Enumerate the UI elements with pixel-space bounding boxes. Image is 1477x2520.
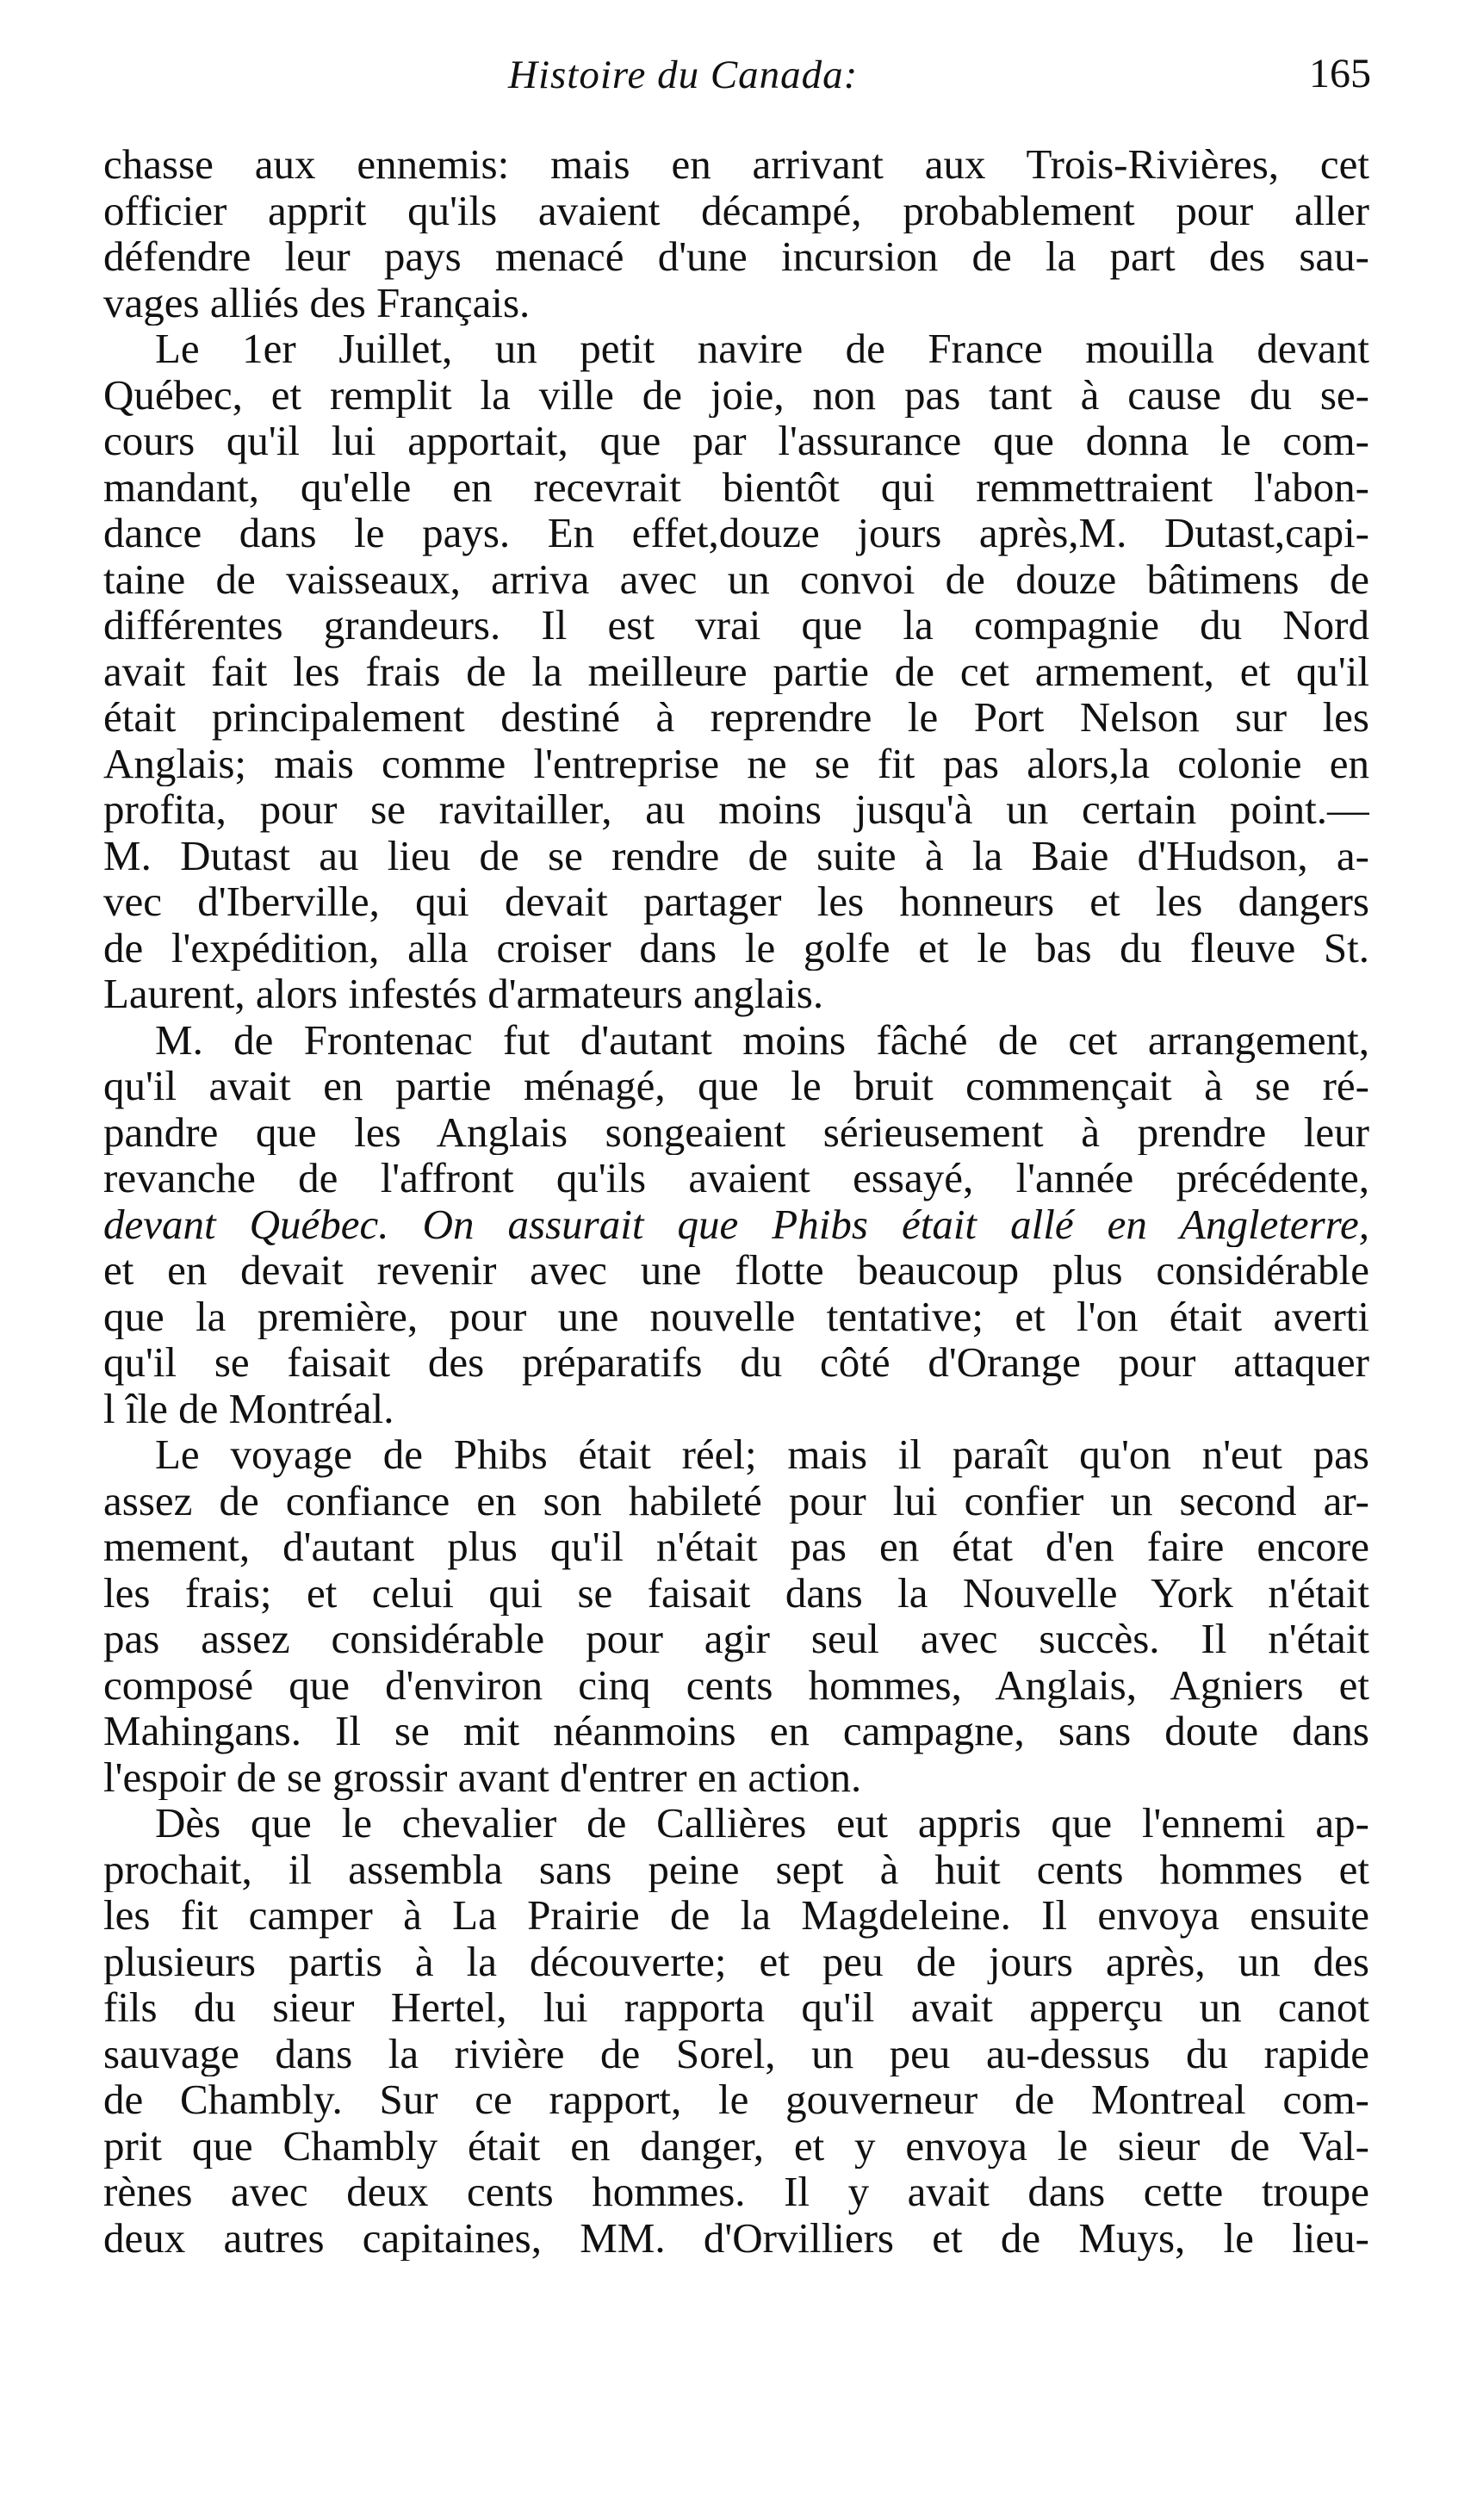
text-line: profita, pour se ravitailler, au moins jusqu'à un certain point.— [103,786,1369,833]
text-line: et en devait revenir avec une flotte beaucoup plus considérable [103,1247,1369,1294]
text-line: était principalement destiné à reprendre le Port Nelson sur les [103,694,1369,741]
text-line: fils du sieur Hertel, lui rapporta qu'il avait apperçu un canot [103,1984,1369,2031]
text-line: officier apprit qu'ils avaient décampé, probablement pour aller [103,187,1369,233]
text-line: Le 1er Juillet, un petit navire de France mouilla devant [155,326,1369,372]
text-line: avait fait les frais de la meilleure partie de cet armement, et qu'il [103,648,1369,694]
text-line: M. Dutast au lieu de se rendre de suite à la Baie d'Hudson, a- [103,832,1369,878]
text-line: vages alliés des Français. [103,279,531,326]
text-line: chasse aux ennemis: mais en arrivant aux Trois-Rivières, cet [103,141,1369,188]
page-number: 165 [1309,51,1371,96]
text-line: devant Québec. On assurait que Phibs était allé en Angleterre, [103,1201,1369,1247]
text-line: taine de vaisseaux, arriva avec un convoi de douze bâtimens de [103,556,1369,602]
text-line: plusieurs partis à la découverte; et peu de jours après, un des [103,1938,1369,1984]
text-line: Le voyage de Phibs était réel; mais il paraît qu'on n'eut pas [155,1431,1369,1478]
text-line: assez de confiance en son habileté pour lui confier un second ar- [103,1477,1369,1524]
running-title: Histoire du Canada: [508,53,859,97]
text-line: différentes grandeurs. Il est vrai que la compagnie du Nord [103,602,1369,649]
text-line: qu'il avait en partie ménagé, que le bruit commençait à se ré- [103,1063,1369,1109]
text-line: prit que Chambly était en danger, et y envoya le sieur de Val- [103,2122,1369,2169]
text-line: Laurent, alors infestés d'armateurs anglais. [103,971,824,1017]
text-line: les fit camper à La Prairie de la Magdeleine. Il envoya ensuite [103,1892,1369,1939]
page-header [0,52,1477,121]
text-line: composé que d'environ cinq cents hommes, Anglais, Agniers et [103,1661,1369,1708]
text-line: Anglais; mais comme l'entreprise ne se fit pas alors,la colonie en [103,740,1369,786]
text-line: de Chambly. Sur ce rapport, le gouverneur de Montreal com- [103,2076,1369,2123]
text-line: qu'il se faisait des préparatifs du côté d'Orange pour attaquer [103,1339,1369,1386]
text-line: que la première, pour une nouvelle tentative; et l'on était averti [103,1293,1369,1339]
text-line: l île de Montréal. [103,1385,394,1431]
text-line: deux autres capitaines, MM. d'Orvilliers et de Muys, le lieu- [103,2214,1369,2261]
text-line: Dès que le chevalier de Callières eut appris que l'ennemi ap- [155,1800,1369,1847]
text-line: sauvage dans la rivière de Sorel, un peu au-dessus du rapide [103,2030,1369,2076]
text-line: revanche de l'affront qu'ils avaient essayé, l'année précédente, [103,1155,1369,1201]
text-line: défendre leur pays menacé d'une incursion de la part des sau- [103,233,1369,280]
text-line: mement, d'autant plus qu'il n'était pas en état d'en faire encore [103,1524,1369,1570]
text-line: l'espoir de se grossir avant d'entrer en action. [103,1753,862,1800]
text-line: Québec, et remplit la ville de joie, non pas tant à cause du se- [103,371,1369,418]
text-line: mandant, qu'elle en recevrait bientôt qui remmettraient l'abon- [103,463,1369,510]
text-line: dance dans le pays. En effet,douze jours après,M. Dutast,capi- [103,510,1369,556]
text-line: Mahingans. Il se mit néanmoins en campagne, sans doute dans [103,1708,1369,1754]
text-line: vec d'Iberville, qui devait partager les honneurs et les dangers [103,878,1369,925]
text-line: pandre que les Anglais songeaient sérieusement à prendre leur [103,1108,1369,1155]
body-text [103,141,1369,2261]
text-line: M. de Frontenac fut d'autant moins fâché de cet arrangement, [155,1016,1369,1063]
text-line: de l'expédition, alla croiser dans le golfe et le bas du fleuve St. [103,924,1369,971]
text-line: cours qu'il lui apportait, que par l'assurance que donna le com- [103,418,1369,464]
text-line: rènes avec deux cents hommes. Il y avait dans cette troupe [103,2169,1369,2215]
text-line: prochait, il assembla sans peine sept à huit cents hommes et [103,1846,1369,1892]
text-line: les frais; et celui qui se faisait dans la Nouvelle York n'était [103,1569,1369,1616]
text-line: pas assez considérable pour agir seul avec succès. Il n'était [103,1616,1369,1662]
